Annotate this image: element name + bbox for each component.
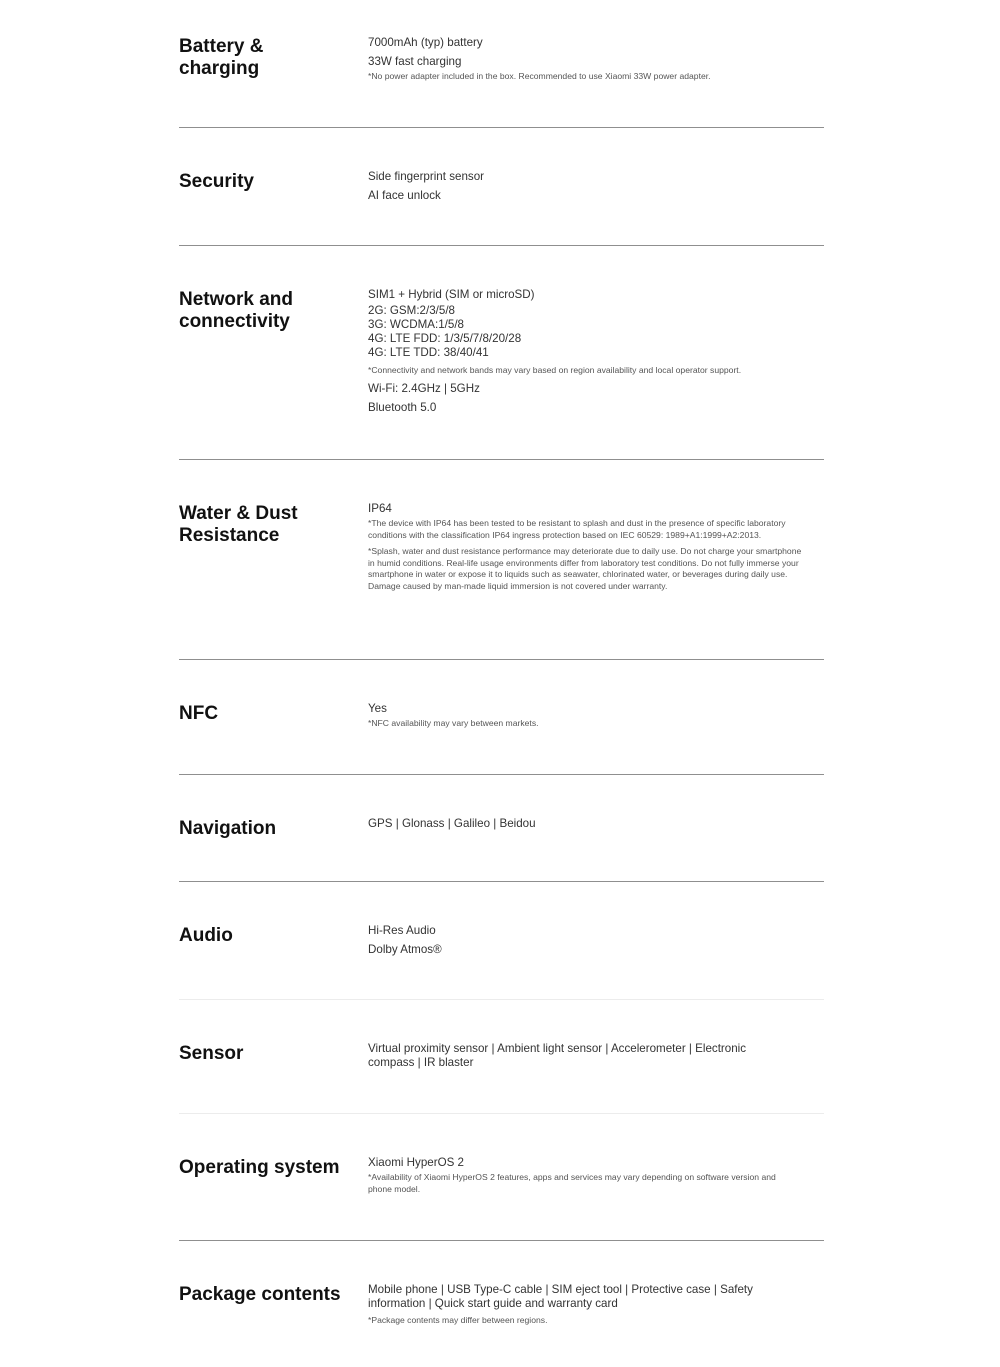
section-title: Water & Dust Resistance (179, 503, 298, 546)
spec-value: SIM1 + Hybrid (SIM or microSD) (368, 288, 535, 301)
divider (179, 774, 824, 775)
spec-footnote: *The device with IP64 has been tested to be resistant to splash and dust in the presence of specific laboratory conditions with the classification IP64 ingress protection based on IEC 60529: 1989+A1:1999+A2:2013. (368, 518, 786, 540)
spec-value: Mobile phone | USB Type-C cable | SIM eject tool | Protective case | Safety information | Quick start guide and warranty card (368, 1283, 753, 1310)
section-body (368, 167, 808, 205)
section-body (368, 814, 808, 833)
section-title: Operating system (179, 1157, 340, 1178)
section-body (368, 1283, 768, 1331)
section-title: Audio (179, 925, 233, 946)
section-body (368, 285, 808, 417)
section-body (368, 1153, 778, 1199)
divider (179, 659, 824, 660)
spec-value: 33W fast charging (368, 55, 462, 68)
band-item: 3G: WCDMA:1/5/8 (368, 318, 464, 331)
section-title: Security (179, 171, 254, 192)
divider (179, 1113, 824, 1114)
spec-value: IP64 (368, 502, 392, 515)
spec-value: Dolby Atmos® (368, 943, 442, 956)
section-title: Navigation (179, 818, 277, 839)
divider (179, 245, 824, 246)
section-title: Package contents (179, 1284, 341, 1305)
spec-value: Hi-Res Audio (368, 924, 436, 937)
spec-value: 7000mAh (typ) battery (368, 36, 483, 49)
divider (179, 1240, 824, 1241)
band-item: 4G: LTE TDD: 38/40/41 (368, 346, 489, 359)
spec-footnote: *Availability of Xiaomi HyperOS 2 features, apps and services may vary depending on software version and phone model. (368, 1172, 776, 1194)
section-title: Network and connectivity (179, 289, 294, 332)
spec-footnote: *Connectivity and network bands may vary based on region availability and local operator support. (368, 365, 742, 375)
spec-value: Side fingerprint sensor (368, 170, 484, 183)
divider (179, 127, 824, 128)
section-body (368, 699, 808, 734)
spec-value: Xiaomi HyperOS 2 (368, 1156, 465, 1169)
spec-footnote: *No power adapter included in the box. Recommended to use Xiaomi 33W power adapter. (368, 71, 711, 81)
spec-value: Bluetooth 5.0 (368, 400, 437, 414)
band-item: 4G: LTE FDD: 1/3/5/7/8/20/28 (368, 332, 522, 345)
divider (179, 459, 824, 460)
section-body (368, 499, 808, 596)
divider (179, 999, 824, 1000)
spec-value: Virtual proximity sensor | Ambient light sensor | Accelerometer | Electronic compass | IR blaster (368, 1042, 747, 1069)
divider (179, 881, 824, 882)
spec-value: GPS | Glonass | Galileo | Beidou (368, 817, 536, 830)
spec-value: AI face unlock (368, 189, 441, 202)
band-item: 2G: GSM:2/3/5/8 (368, 304, 455, 317)
spec-footnote: *Splash, water and dust resistance performance may deteriorate due to daily use. Do not charge your smartphone in humid conditions. Real-life usage environments differ from laboratory test conditions. Do not fully immerse your smartphone in water or expose it to liquids such as seawater, chlorinated water, or beverages during daily use. Damage caused by man-made liquid immersion is not covered under warranty. (368, 546, 802, 591)
spec-value: Wi-Fi: 2.4GHz | 5GHz (368, 381, 480, 395)
spec-footnote: *Package contents may differ between regions. (368, 1315, 548, 1325)
section-title: Battery & charging (179, 36, 264, 79)
spec-value: Yes (368, 702, 387, 715)
section-body (368, 921, 808, 959)
section-title: Sensor (179, 1043, 244, 1064)
spec-footnote: *NFC availability may vary between markets. (368, 718, 539, 728)
section-title: NFC (179, 703, 219, 724)
section-body (368, 33, 808, 87)
section-body (368, 1042, 768, 1070)
